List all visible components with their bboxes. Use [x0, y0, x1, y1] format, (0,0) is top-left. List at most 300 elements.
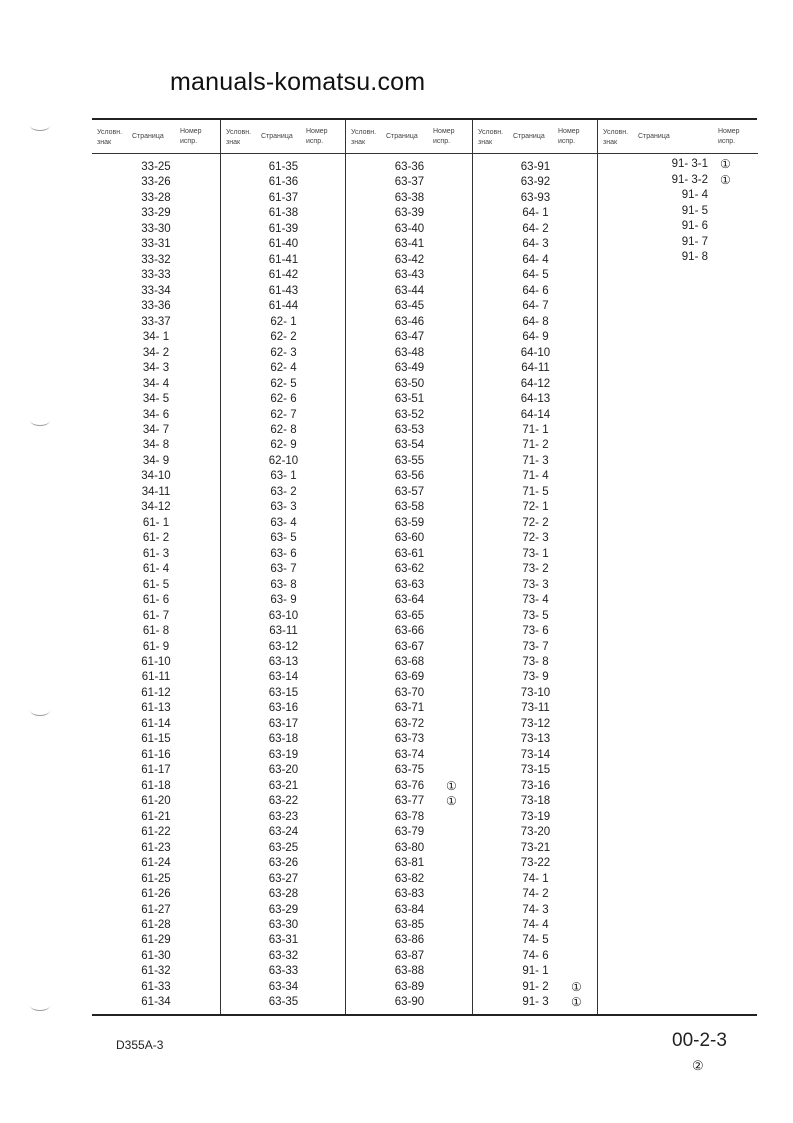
table-row: [346, 655, 473, 669]
page-entry: 64- 9: [522, 331, 549, 344]
table-row: [346, 562, 473, 576]
page-entry: 33-32: [141, 253, 171, 266]
page-entry: 62- 9: [270, 439, 297, 452]
page-entry: 62-10: [268, 454, 299, 467]
page-list: [346, 160, 473, 1010]
table-row: [473, 763, 598, 777]
page-entry: 63- 2: [270, 485, 297, 498]
page-entry: 61-20: [141, 795, 171, 808]
table-row: [473, 995, 598, 1009]
page-entry: 74- 4: [522, 918, 549, 931]
page-entry: 61-38: [268, 207, 299, 220]
page-entry: 63-71: [394, 702, 425, 715]
table-row: [346, 949, 473, 963]
page-entry: 61-32: [141, 965, 171, 978]
page-entry: 72- 1: [522, 501, 549, 514]
table-row: [598, 188, 758, 202]
page-entry: 63-92: [520, 176, 551, 189]
page-entry: 61- 3: [142, 547, 170, 560]
page-entry: 34- 2: [142, 346, 170, 359]
page-list: [473, 160, 598, 1010]
page-entry: 63-31: [268, 934, 299, 947]
page-entry: 33-29: [141, 207, 171, 220]
table-row: [221, 732, 346, 746]
table-row: [473, 841, 598, 855]
table-row: [346, 779, 473, 793]
punch-hole-mark: [30, 415, 50, 426]
table-row: [221, 454, 346, 468]
table-row: [346, 732, 473, 746]
revision-mark: ①: [571, 979, 582, 994]
table-row: [346, 253, 473, 267]
page-entry: 63-47: [394, 331, 425, 344]
table-row: [92, 856, 220, 870]
table-row: [221, 825, 346, 839]
page-entry: 63-36: [394, 161, 425, 173]
header-revision: Номер испр.: [180, 128, 202, 145]
page-entry: 63-72: [394, 717, 425, 730]
table-row: [473, 500, 598, 514]
table-row: [92, 732, 220, 746]
page-entry: 61- 9: [142, 640, 170, 653]
table-row: [92, 794, 220, 808]
page-number: 00-2-3: [672, 1030, 727, 1051]
table-row: [346, 903, 473, 917]
page-entry: 34- 3: [142, 362, 170, 375]
table-row: [346, 315, 473, 329]
header-page: Страница: [638, 133, 670, 140]
table-row: [473, 408, 598, 422]
page-entry: 62- 6: [270, 393, 297, 406]
page-entry: 73-12: [520, 717, 551, 730]
page-entry: 63- 7: [270, 563, 297, 576]
table-row: [473, 732, 598, 746]
page-entry: 63-70: [394, 686, 425, 699]
page-entry: 63-73: [394, 733, 425, 746]
page-entry: 73- 1: [522, 547, 549, 560]
table-row: [346, 578, 473, 592]
page-entry: 63- 4: [270, 516, 297, 529]
table-row: [92, 346, 220, 360]
header-revision: Номер испр.: [558, 128, 580, 145]
header-page: Страница: [261, 133, 293, 140]
page-entry: 63-50: [394, 377, 425, 390]
page-entry: 61-36: [268, 176, 299, 189]
table-row: [221, 562, 346, 576]
page-entry: 64- 6: [522, 284, 549, 297]
table-row: [346, 408, 473, 422]
table-row: [221, 964, 346, 978]
table-row: [473, 268, 598, 282]
header-page: Страница: [386, 133, 418, 140]
page-entry: 34- 7: [142, 423, 170, 436]
page-entry: 63-75: [394, 764, 425, 777]
page-entry: 73-15: [520, 764, 551, 777]
table-row: [221, 516, 346, 530]
page-entry: 73- 8: [522, 656, 549, 668]
table-row: [221, 284, 346, 298]
table-row: [221, 593, 346, 607]
page-entry: 73- 9: [522, 671, 549, 684]
page-entry: 73-18: [520, 795, 551, 808]
table-row: [473, 686, 598, 700]
table-row: [473, 531, 598, 545]
page-entry: 63-10: [268, 609, 299, 622]
table-row: [92, 191, 220, 205]
page-entry: 71- 2: [522, 439, 549, 452]
page-entry: 63-11: [269, 625, 298, 638]
page-entry: 63-82: [394, 872, 425, 885]
table-row: [473, 516, 598, 530]
page-entry: 63-54: [394, 439, 425, 452]
page-entry: 91- 2: [522, 980, 549, 993]
table-row: [473, 949, 598, 963]
table-row: [92, 701, 220, 715]
page-entry: 63-44: [394, 284, 425, 297]
table-row: [92, 578, 220, 592]
table-row: [473, 717, 598, 731]
page-entry: 61-24: [141, 857, 171, 870]
revision-mark: ①: [720, 157, 731, 171]
table-row: [473, 794, 598, 808]
table-row: [473, 299, 598, 313]
page-entry: 61-28: [141, 918, 171, 931]
table-row: [346, 872, 473, 886]
page-entry: 73- 3: [522, 578, 549, 591]
table-row: [473, 191, 598, 205]
table-row: [346, 346, 473, 360]
table-row: [92, 933, 220, 947]
page-entry: 63- 9: [270, 594, 297, 607]
page-entry: 73-13: [520, 733, 551, 746]
page-entry: 64- 2: [522, 222, 549, 235]
page-entry: 91- 3: [522, 996, 549, 1009]
table-row: [92, 253, 220, 267]
table-row: [92, 562, 220, 576]
table-row: [221, 485, 346, 499]
page-entry: 64- 1: [522, 207, 549, 220]
table-row: [92, 237, 220, 251]
page-entry: 63-87: [394, 949, 425, 962]
page-entry: 62- 8: [270, 423, 297, 436]
table-row: [346, 516, 473, 530]
page-entry: 63-64: [394, 594, 425, 607]
table-row: [92, 918, 220, 932]
table-row: [92, 686, 220, 700]
page-entry: 63-24: [268, 826, 299, 839]
page-entry: 74- 1: [522, 872, 549, 885]
table-row: [92, 593, 220, 607]
page-entry: 63-85: [394, 918, 425, 931]
table-row: [221, 624, 346, 638]
page-entry: 64- 8: [522, 315, 549, 328]
page-entry: 63-26: [268, 857, 299, 870]
table-row: [221, 469, 346, 483]
table-row: [598, 219, 758, 233]
table-row: [346, 531, 473, 545]
table-row: [221, 686, 346, 700]
column-header: [92, 120, 220, 154]
revision-mark: ①: [446, 794, 457, 809]
page-entry: 34- 8: [142, 439, 170, 452]
table-row: [346, 438, 473, 452]
page-list: [221, 160, 346, 1010]
page-entry: 62- 5: [270, 377, 297, 390]
table-row: [92, 810, 220, 824]
page-entry: 63-15: [268, 686, 299, 699]
table-row: [221, 670, 346, 684]
table-row: [473, 222, 598, 236]
table-row: [346, 485, 473, 499]
page-entry: 34-12: [141, 501, 171, 514]
page-entry: 61-23: [141, 841, 171, 854]
page-entry: 63-74: [394, 748, 425, 761]
header-symbol: Условн. знак: [478, 129, 504, 146]
page-entry: 63-83: [394, 888, 425, 901]
page-entry: 33-33: [141, 269, 171, 282]
table-row: [346, 330, 473, 344]
header-revision: Номер испр.: [306, 128, 328, 145]
page-entry: 73-22: [520, 857, 551, 870]
table-row: [92, 268, 220, 282]
table-row: [473, 609, 598, 623]
table-row: [221, 160, 346, 174]
table-row: [92, 454, 220, 468]
table-row: [346, 191, 473, 205]
table-row: [92, 995, 220, 1009]
page-entry: 61-25: [141, 872, 171, 885]
page-entry: 61- 2: [142, 532, 170, 545]
table-row: [473, 547, 598, 561]
table-row: [598, 157, 758, 171]
page-entry: 73- 2: [522, 563, 549, 576]
table-row: [92, 392, 220, 406]
table-row: [473, 469, 598, 483]
page-entry: 63-84: [394, 903, 425, 916]
table-row: [346, 640, 473, 654]
table-row: [346, 222, 473, 236]
header-revision: Номер испр.: [718, 128, 740, 145]
table-row: [473, 887, 598, 901]
page-entry: 61-14: [141, 717, 171, 730]
table-row: [221, 872, 346, 886]
page-entry: 61-11: [141, 671, 171, 684]
table-row: [92, 655, 220, 669]
table-row: [92, 964, 220, 978]
table-row: [221, 392, 346, 406]
page-entry: 73-21: [520, 841, 551, 854]
page-entry: 63-55: [394, 454, 425, 467]
table-row: [92, 500, 220, 514]
header-page: Страница: [513, 133, 545, 140]
table-row: [92, 485, 220, 499]
column-header: [473, 120, 598, 154]
page-entry: 63-62: [394, 563, 425, 576]
page-entry: 63-48: [394, 346, 425, 359]
page-entry: 61- 6: [142, 594, 170, 607]
page-entry: 63-60: [394, 532, 425, 545]
page-entry: 33-26: [141, 176, 171, 189]
page-entry: 63-61: [394, 547, 425, 560]
table-row: [346, 547, 473, 561]
page-entry: 63-68: [394, 656, 425, 668]
page-entry: 73-16: [520, 779, 551, 792]
revision-mark: ①: [446, 778, 457, 793]
page-entry: 64- 3: [522, 238, 549, 251]
page-entry: 64-14: [520, 408, 551, 421]
page-entry: 63-34: [268, 980, 299, 993]
table-row: [221, 346, 346, 360]
table-row: [346, 748, 473, 762]
table-row: [598, 204, 758, 218]
table-row: [473, 701, 598, 715]
table-row: [92, 516, 220, 530]
table-row: [92, 872, 220, 886]
page-entry: 63-80: [394, 841, 425, 854]
page-entry: 61-35: [268, 161, 299, 173]
page-entry: 64- 5: [522, 269, 549, 282]
table-row: [346, 701, 473, 715]
table-row: [92, 438, 220, 452]
page-entry: 62- 4: [270, 362, 297, 375]
page-entry: 73-11: [521, 702, 550, 715]
table-row: [221, 206, 346, 220]
table-row: [473, 640, 598, 654]
page-entry: 34- 9: [142, 454, 170, 467]
page-entry: 74- 5: [522, 934, 549, 947]
table-row: [346, 794, 473, 808]
table-row: [473, 856, 598, 870]
page-entry: 64-13: [520, 393, 551, 406]
page-entry: 33-25: [141, 161, 171, 173]
table-row: [92, 763, 220, 777]
page-entry: 63-78: [394, 810, 425, 823]
table-row: [346, 810, 473, 824]
page-entry: 63-76: [394, 779, 425, 792]
table-column: [220, 120, 346, 1014]
page-entry: 74- 6: [522, 949, 549, 962]
table-row: [92, 377, 220, 391]
page-entry: 63-58: [394, 501, 425, 514]
page-entry: 62- 2: [270, 331, 297, 344]
page-entry: 63-30: [268, 918, 299, 931]
page-entry: 61-27: [141, 903, 171, 916]
table-row: [92, 903, 220, 917]
table-row: [221, 763, 346, 777]
table-row: [221, 640, 346, 654]
table-row: [92, 330, 220, 344]
table-row: [473, 253, 598, 267]
page-entry: 61-12: [141, 686, 171, 699]
page-entry: 74- 2: [522, 888, 549, 901]
page-entry: 63-17: [268, 717, 299, 730]
table-row: [92, 284, 220, 298]
page-entry: 61-30: [141, 949, 171, 962]
page-entry: 63-37: [394, 176, 425, 189]
page-entry: 63-49: [394, 362, 425, 375]
table-row: [346, 964, 473, 978]
table-row: [346, 284, 473, 298]
table-row: [346, 980, 473, 994]
page-entry: 34- 4: [142, 377, 170, 390]
table-row: [221, 237, 346, 251]
page-entry: 62- 7: [270, 408, 297, 421]
table-row: [346, 392, 473, 406]
page-entry: 63-89: [394, 980, 425, 993]
page-entry: 91- 1: [522, 965, 549, 978]
table-row: [221, 531, 346, 545]
table-row: [346, 299, 473, 313]
page-entry: 91- 7: [681, 235, 708, 248]
page-entry: 63-51: [394, 393, 425, 406]
page-entry: 73- 7: [522, 640, 549, 653]
column-header: [598, 120, 758, 154]
page-entry: 63-29: [268, 903, 299, 916]
table-row: [92, 624, 220, 638]
table-row: [221, 794, 346, 808]
table-row: [473, 779, 598, 793]
page-entry: 61-43: [268, 284, 299, 297]
page-entry: 61-42: [268, 269, 299, 282]
header-symbol: Условн. знак: [97, 129, 123, 146]
page-entry: 72- 2: [522, 516, 549, 529]
header-page: Страница: [132, 133, 164, 140]
table-row: [221, 841, 346, 855]
page-entry: 73-19: [520, 810, 551, 823]
page-entry: 63-16: [268, 702, 299, 715]
page-entry: 34-11: [141, 485, 171, 498]
table-row: [221, 701, 346, 715]
page-entry: 61- 4: [142, 563, 170, 576]
page-entry: 64-10: [520, 346, 551, 359]
page-entry: 63-69: [394, 671, 425, 684]
table-row: [346, 918, 473, 932]
table-row: [221, 903, 346, 917]
table-row: [221, 547, 346, 561]
table-row: [221, 500, 346, 514]
punch-hole-mark: [30, 705, 50, 716]
table-row: [346, 237, 473, 251]
table-row: [346, 841, 473, 855]
page-entry: 73- 5: [522, 609, 549, 622]
table-row: [473, 284, 598, 298]
page-entry: 63-21: [268, 779, 299, 792]
table-row: [92, 779, 220, 793]
page-entry: 63-13: [268, 656, 299, 668]
table-row: [92, 423, 220, 437]
table-row: [473, 175, 598, 189]
punch-hole-mark: [30, 1000, 50, 1011]
page-entry: 63-86: [394, 934, 425, 947]
table-row: [92, 670, 220, 684]
table-row: [221, 315, 346, 329]
table-row: [346, 160, 473, 174]
table-row: [92, 887, 220, 901]
page-entry: 33-28: [141, 191, 171, 204]
page-entry: 63-90: [394, 996, 425, 1009]
table-row: [346, 933, 473, 947]
table-row: [221, 980, 346, 994]
page-entry: 63-23: [268, 810, 299, 823]
table-row: [221, 609, 346, 623]
page-entry: 61-33: [141, 980, 171, 993]
table-row: [473, 933, 598, 947]
page-entry: 63-41: [394, 238, 425, 251]
page-entry: 63-27: [268, 872, 299, 885]
page-entry: 63-39: [394, 207, 425, 220]
page-entry: 61-21: [141, 810, 171, 823]
page-entry: 63-67: [394, 640, 425, 653]
